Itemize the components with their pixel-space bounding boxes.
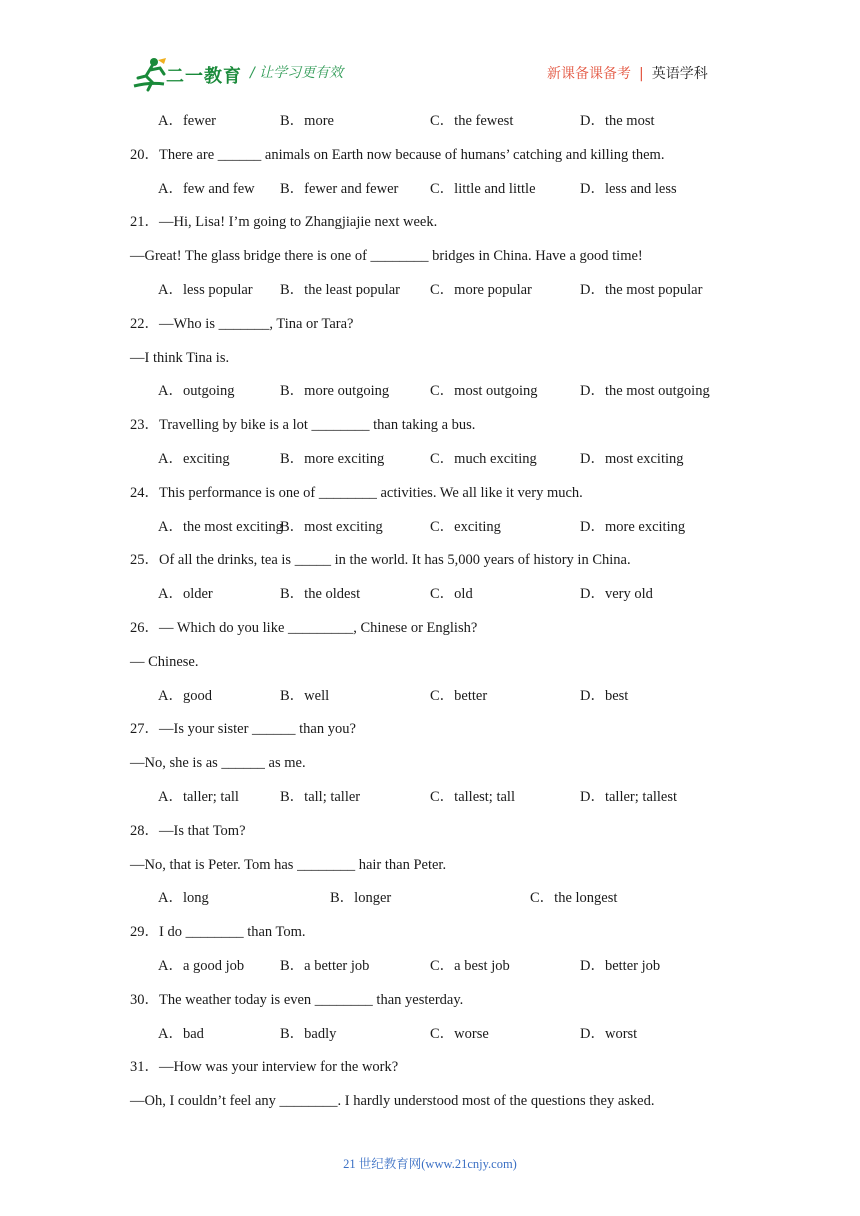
answer-option: C．a best job xyxy=(430,958,510,974)
answer-option: D．less and less xyxy=(580,180,677,197)
question-stem: 21．—Hi, Lisa! I’m going to Zhangjiajie next week. xyxy=(130,214,438,231)
question-stem: 28．—Is that Tom? xyxy=(130,822,246,839)
answer-option: A．outgoing xyxy=(158,383,235,400)
footer-source: 21 世纪教育网(www.21cnjy.com) xyxy=(343,1157,517,1171)
question-stem: 27．—Is your sister ______ than you? xyxy=(130,721,356,738)
options-row xyxy=(158,687,758,705)
logo-text: 二一教育 xyxy=(166,66,242,87)
answer-option: C．worse xyxy=(430,1025,489,1042)
answer-option: D．worst xyxy=(580,1025,638,1042)
answer-option: C．the fewest xyxy=(430,113,514,129)
answer-option: A．few and few xyxy=(158,180,255,197)
options-row xyxy=(158,450,758,468)
answer-option: B．the least popular xyxy=(280,282,401,298)
question-stem: 26．— Which do you like _________, Chinese or English? xyxy=(130,620,478,636)
question-stem: —Oh, I couldn’t feel any ________. I hardly understood most of the questions they asked. xyxy=(130,1093,655,1110)
answer-option: D．the most popular xyxy=(580,282,703,298)
answer-option: C．tallest; tall xyxy=(430,789,515,805)
answer-option: B．most exciting xyxy=(280,518,383,535)
answer-option: A．taller; tall xyxy=(158,789,239,805)
question-stem: 22．—Who is _______, Tina or Tara? xyxy=(130,315,354,332)
answer-option: B．badly xyxy=(280,1025,337,1042)
answer-option: C．much exciting xyxy=(430,451,537,467)
answer-option: B．longer xyxy=(330,890,392,907)
options-row xyxy=(158,382,758,400)
answer-option: A．the most exciting xyxy=(158,518,283,535)
question-stem: —No, she is as ______ as me. xyxy=(130,755,306,772)
header-subject-label: 英语学科 xyxy=(651,66,708,82)
answer-option: D．best xyxy=(580,687,629,704)
question-stem: —I think Tina is. xyxy=(130,349,230,366)
header-course-label: 新课备课备考 xyxy=(547,66,631,82)
options-row xyxy=(158,788,758,806)
answer-option: D．better job xyxy=(580,958,661,974)
answer-option: B．more outgoing xyxy=(280,383,390,400)
question-stem: 29．I do ________ than Tom. xyxy=(130,924,306,941)
answer-option: C．exciting xyxy=(430,518,501,535)
options-row xyxy=(158,957,758,975)
answer-option: A．a good job xyxy=(158,958,245,974)
answer-option: D．more exciting xyxy=(580,518,686,535)
options-row xyxy=(158,1025,758,1043)
question-stem: —Great! The glass bridge there is one of ________ bridges in China. Have a good time! xyxy=(130,248,643,265)
answer-option: B．tall; taller xyxy=(280,789,361,805)
answer-option: D．most exciting xyxy=(580,451,684,467)
answer-option: B．the oldest xyxy=(280,586,361,603)
options-row xyxy=(158,112,758,130)
options-row xyxy=(158,585,758,603)
answer-option: A．bad xyxy=(158,1025,204,1042)
page-header xyxy=(0,0,860,100)
answer-option: C．most outgoing xyxy=(430,383,538,400)
answer-option: D．taller; tallest xyxy=(580,789,678,805)
answer-option: A．exciting xyxy=(158,451,230,467)
options-row xyxy=(158,889,758,907)
question-stem: 25．Of all the drinks, tea is _____ in the world. It has 5,000 years of history in China. xyxy=(130,552,631,569)
question-stem: 20．There are ______ animals on Earth now because of humans’ catching and killing them. xyxy=(130,146,665,163)
question-stem: 23．Travelling by bike is a lot ________ than taking a bus. xyxy=(130,417,476,434)
question-stem: 24．This performance is one of ________ activities. We all like it very much. xyxy=(130,484,583,501)
answer-option: D．very old xyxy=(580,586,653,603)
question-stem: — Chinese. xyxy=(130,653,199,670)
answer-option: C．better xyxy=(430,687,488,704)
answer-option: C．little and little xyxy=(430,180,536,197)
answer-option: A．good xyxy=(158,687,212,704)
answer-option: B．more xyxy=(280,113,334,129)
answer-option: B．well xyxy=(280,687,330,704)
header-separator: | xyxy=(639,66,644,82)
options-row xyxy=(158,281,758,299)
answer-option: A．older xyxy=(158,586,213,603)
answer-option: B．fewer and fewer xyxy=(280,180,399,197)
answer-option: C．more popular xyxy=(430,282,532,298)
question-stem: 30．The weather today is even ________ than yesterday. xyxy=(130,991,464,1008)
question-stem: 31．—How was your interview for the work? xyxy=(130,1059,399,1076)
answer-option: A．fewer xyxy=(158,113,216,129)
answer-option: A．less popular xyxy=(158,282,253,298)
answer-option: B．a better job xyxy=(280,958,370,974)
slogan: / 让学习更有效 xyxy=(250,65,344,81)
options-row xyxy=(158,518,758,536)
answer-option: B．more exciting xyxy=(280,451,385,467)
answer-option: A．long xyxy=(158,890,209,907)
answer-option: D．the most xyxy=(580,113,655,129)
options-row xyxy=(158,180,758,198)
answer-option: C．old xyxy=(430,586,473,603)
answer-option: C．the longest xyxy=(530,890,618,907)
question-stem: —No, that is Peter. Tom has ________ hair than Peter. xyxy=(130,856,447,873)
answer-option: D．the most outgoing xyxy=(580,383,710,400)
header-right xyxy=(547,63,708,83)
